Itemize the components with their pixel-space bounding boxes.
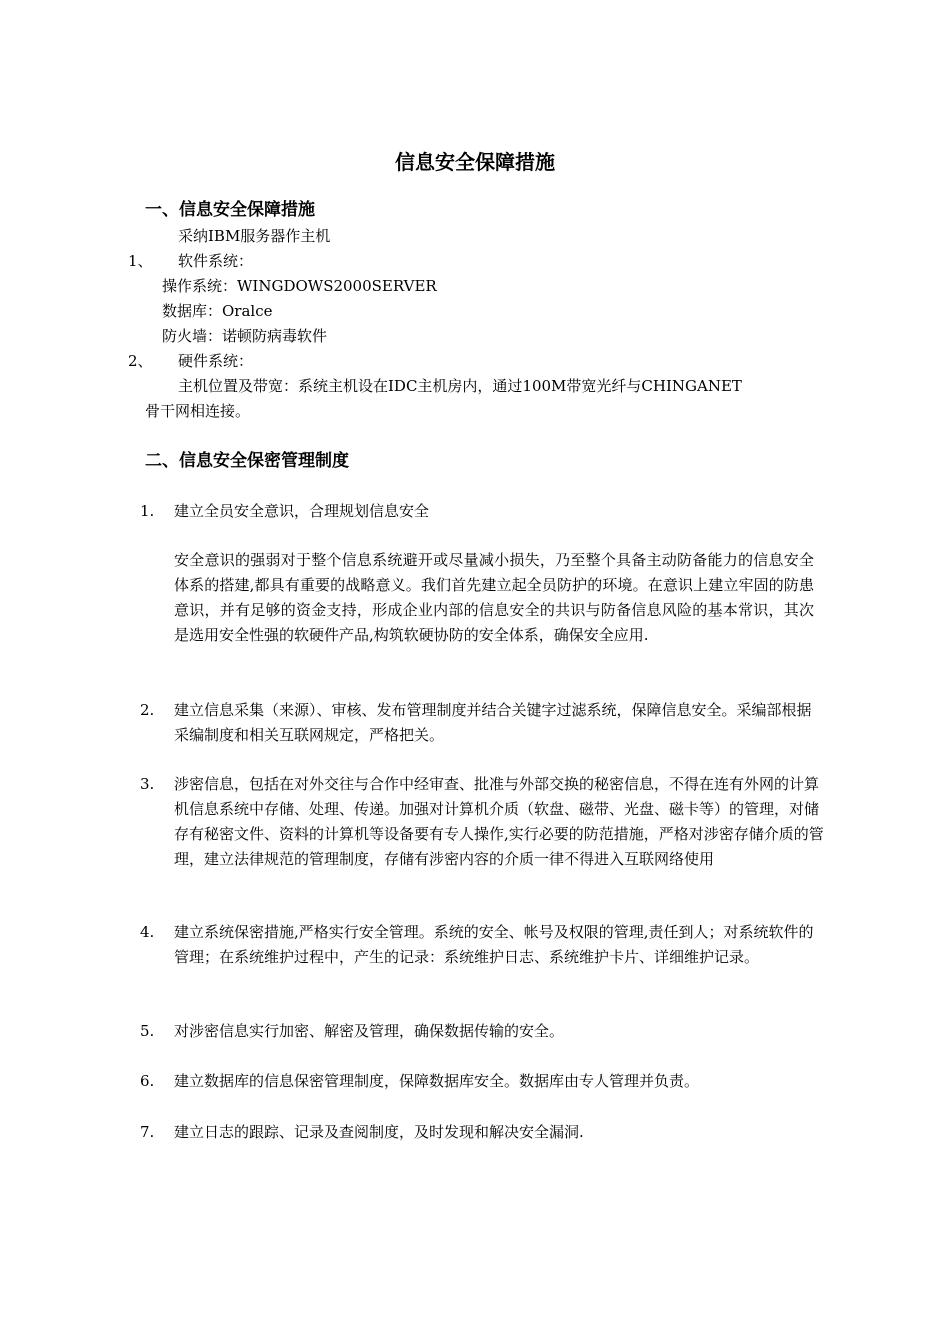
policy-item-6-text: 建立数据库的信息保密管理制度，保障数据库安全。数据库由专人管理并负责。 <box>174 1072 700 1090</box>
policy-item-1-text: 建立全员安全意识，合理规划信息安全 <box>174 502 430 520</box>
policy-item-1-number: 1. <box>140 502 155 520</box>
policy-item-1-paragraph: 安全意识的强弱对于整个信息系统避开或尽量减小损失，乃至整个具备主动防备能力的信息安全体系的搭建,都具有重要的战略意义。我们首先建立起全员防护的环境。在意识上建立牢固的防患意识，并有足够的资金支持，形成企业内部的信息安全的共识与防备信息风险的基本常识，其次是选用安全性强的软硬件产品,构筑软硬协防的安全体系，确保安全应用. <box>174 551 814 644</box>
policy-item-1 <box>140 499 830 524</box>
software-database-line: 数据库：Oralce <box>162 302 273 320</box>
policy-item-7-text: 建立日志的跟踪、记录及查阅制度，及时发现和解决安全漏洞. <box>174 1123 584 1141</box>
policy-item-3-number: 3. <box>140 775 155 793</box>
policy-item-5 <box>140 1019 830 1044</box>
policy-item-2-number: 2. <box>140 701 155 719</box>
software-os-line: 操作系统：WINGDOWS2000SERVER <box>162 277 437 295</box>
hardware-location-line: 主机位置及带宽：系统主机设在IDC主机房内，通过100M带宽光纤与CHINGANET <box>178 377 742 395</box>
section1-item2-label: 硬件系统： <box>178 352 254 370</box>
section1-item1-label: 软件系统： <box>178 252 254 270</box>
policy-item-2-text: 建立信息采集（来源）、审核、发布管理制度并结合关键字过滤系统，保障信息安全。采编部根据采编制度和相关互联网规定，严格把关。 <box>174 701 812 744</box>
hardware-location-line-cont: 骨干网相连接。 <box>145 402 251 420</box>
section1-heading: 一、信息安全保障措施 <box>145 200 315 220</box>
policy-item-7 <box>140 1120 830 1145</box>
policy-item-4-text: 建立系统保密措施,严格实行安全管理。系统的安全、帐号及权限的管理,责任到人；对系统软件的管理；在系统维护过程中，产生的记录：系统维护日志、系统维护卡片、详细维护记录。 <box>174 923 814 966</box>
section1-item1-number: 1、 <box>128 252 153 270</box>
policy-item-3 <box>140 772 830 872</box>
policy-item-5-number: 5. <box>140 1022 155 1040</box>
section1-item2 <box>128 349 828 374</box>
section2-heading: 二、信息安全保密管理制度 <box>145 451 349 471</box>
policy-item-6 <box>140 1069 830 1094</box>
document-title: 信息安全保障措施 <box>395 150 555 174</box>
policy-item-2 <box>140 698 830 748</box>
policy-item-5-text: 对涉密信息实行加密、解密及管理，确保数据传输的安全。 <box>174 1022 565 1040</box>
software-firewall-line: 防火墙：诺顿防病毒软件 <box>162 327 328 345</box>
policy-item-6-number: 6. <box>140 1072 155 1090</box>
policy-item-7-number: 7. <box>140 1123 155 1141</box>
section1-intro: 采纳IBM服务器作主机 <box>178 227 331 245</box>
policy-item-4-number: 4. <box>140 923 155 941</box>
policy-item-4 <box>140 920 830 970</box>
section1-item2-number: 2、 <box>128 352 153 370</box>
section1-item1 <box>128 249 828 274</box>
policy-item-3-text: 涉密信息，包括在对外交往与合作中经审查、批准与外部交换的秘密信息，不得在连有外网的计算机信息系统中存储、处理、传递。加强对计算机介质（软盘、磁带、光盘、磁卡等）的管理，对储存有秘密文件、资料的计算机等设备要有专人操作,实行必要的防范措施，严格对涉密存储介质的管理，建立法律规范的管理制度，存储有涉密内容的介质一律不得进入互联网络使用 <box>174 775 824 868</box>
